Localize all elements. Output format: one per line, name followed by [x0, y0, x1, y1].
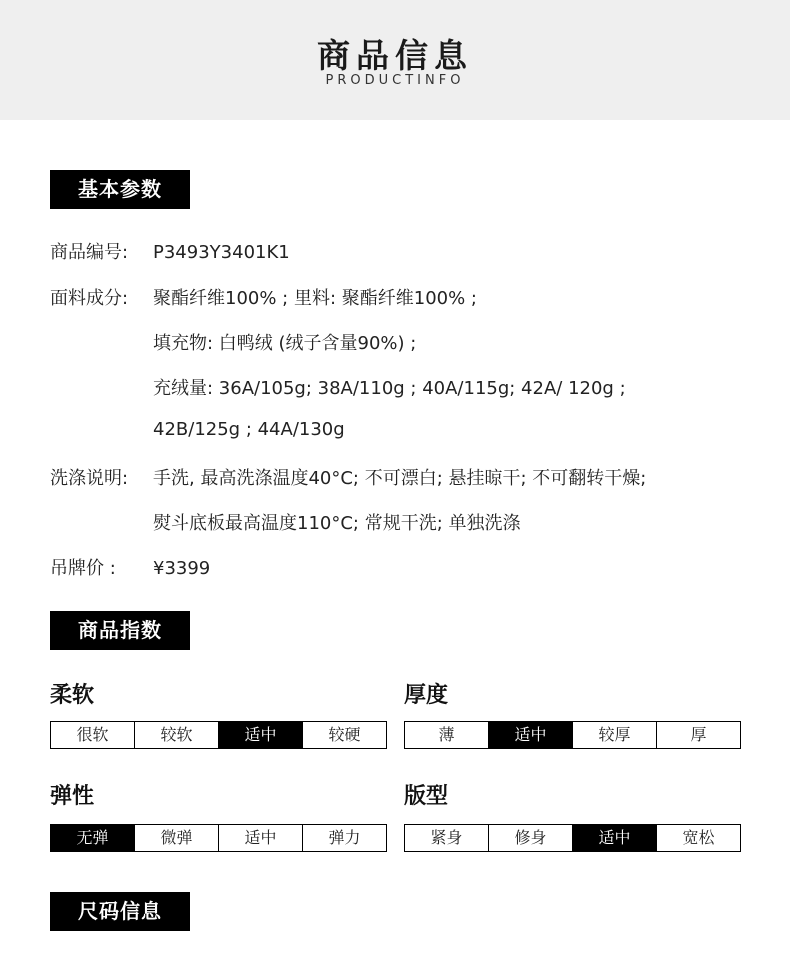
- fit-option: 修身: [488, 825, 572, 851]
- thickness-option: 较厚: [572, 722, 656, 748]
- wash-row: [50, 464, 646, 490]
- fabric-row: [50, 284, 477, 310]
- fabric-label: 面料成分:: [50, 288, 129, 309]
- down-amount-text: 充绒量: 36A/105g; 38A/110g ; 40A/115g; 42A/ 120g ;: [153, 378, 626, 399]
- softness-scale: [50, 721, 387, 749]
- wash-text-2: 熨斗底板最高温度110°C; 常规干洗; 单独洗涤: [153, 513, 521, 534]
- index-title-thickness: 厚度: [404, 683, 449, 708]
- page-subtitle: PRODUCTINFO: [325, 73, 465, 88]
- elasticity-option: 无弹: [51, 825, 134, 851]
- section-label-index: 商品指数: [50, 611, 190, 650]
- thickness-option: 薄: [438, 725, 455, 744]
- fit-option: 宽松: [656, 825, 740, 851]
- thickness-option: 厚: [656, 722, 740, 748]
- softness-option: 较硬: [302, 722, 386, 748]
- product-code-value: P3493Y3401K1: [153, 242, 290, 263]
- product-code-label: 商品编号:: [50, 242, 129, 263]
- fit-scale: [404, 824, 741, 852]
- softness-option: 较软: [134, 722, 218, 748]
- elasticity-option: 微弹: [134, 825, 218, 851]
- fit-option: 紧身: [430, 828, 463, 847]
- product-code-row: [50, 238, 290, 264]
- index-title-elasticity: 弹性: [50, 784, 95, 809]
- section-label-basic: 基本参数: [50, 170, 190, 209]
- index-title-fit: 版型: [404, 784, 449, 809]
- fit-option: 适中: [572, 825, 656, 851]
- fabric-value: 聚酯纤维100% ; 里料: 聚酯纤维100% ;: [153, 288, 477, 309]
- down-amount-text-2: 42B/125g ; 44A/130g: [153, 419, 345, 440]
- softness-option: 很软: [76, 725, 109, 744]
- thickness-scale: [404, 721, 741, 749]
- index-title-softness: 柔软: [50, 683, 95, 708]
- wash-label: 洗涤说明:: [50, 468, 129, 489]
- price-label: 吊牌价 :: [50, 558, 116, 579]
- softness-option: 适中: [218, 722, 302, 748]
- page-title: 商品信息: [317, 36, 473, 75]
- wash-value: 手洗, 最高洗涤温度40°C; 不可漂白; 悬挂晾干; 不可翻转干燥;: [153, 468, 647, 489]
- elasticity-option: 适中: [218, 825, 302, 851]
- filling-text: 填充物: 白鸭绒 (绒子含量90%) ;: [153, 333, 417, 354]
- section-label-size: 尺码信息: [50, 892, 190, 931]
- price-value: ¥3399: [153, 558, 211, 579]
- page-header: [0, 0, 790, 120]
- thickness-option: 适中: [488, 722, 572, 748]
- elasticity-option: 弹力: [302, 825, 386, 851]
- elasticity-scale: [50, 824, 387, 852]
- price-row: [50, 554, 210, 580]
